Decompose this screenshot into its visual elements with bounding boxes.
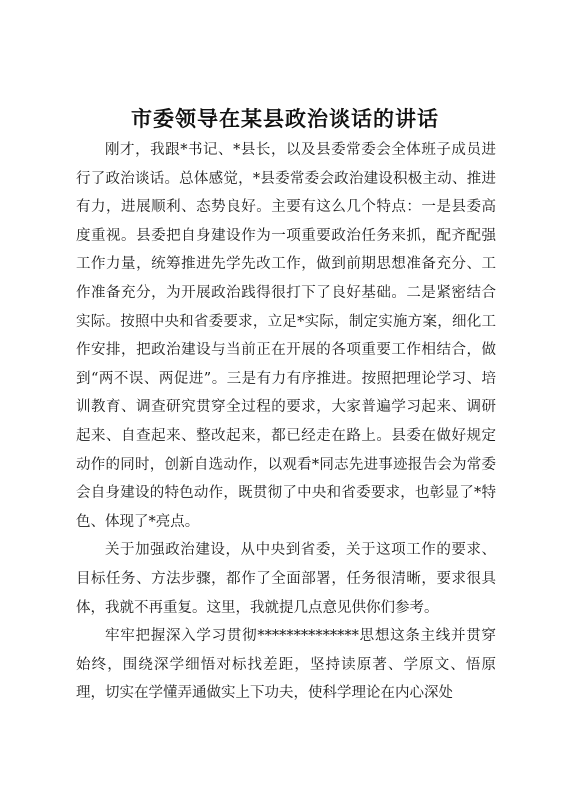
document-title: 市委领导在某县政治谈话的讲话 xyxy=(131,107,439,131)
paragraph-1: 刚才，我跟*书记、*县长，以及县委常委会全体班子成员进行了政治谈话。总体感觉，*县委常委会政治建设积极主动、推进有力，进展顺利、态势良好。主要有这么几个特点：一是县委高度重视。县委把自身建设作为一项重要政治任务来抓，配齐配强工作力量，统筹推进先学先改工作，做到前期思想准备充分、工作准备充分，为开展政治践得很打下了良好基础。二是紧密结合实际。按照中央和省委要求，立足*实际，制定实施方案，细化工作安排，把政治建设与当前正在开展的各项重要工作相结合，做到“两不误、两促进”。三是有力有序推进。按照把理论学习、培训教育、调查研究贯穿全过程的要求，大家普遍学习起来、调研起来、自查起来、整改起来，都已经走在路上。县委在做好规定动作的同时，创新自选动作，以观看*同志先进事迹报告会为常委会自身建设的特色动作，既贯彻了中央和省委要求，也彰显了*特色、体现了*亮点。 xyxy=(76,142,496,530)
paragraph-3: 牢牢把握深入学习贯彻**************思想这条主线并贯穿始终，围绕深学细悟对标找差距，坚持读原著、学原文、悟原理，切实在学懂弄通做实上下功夫，使科学理论在内心深处 xyxy=(76,628,496,702)
paragraph-2: 关于加强政治建设，从中央到省委，关于这项工作的要求、目标任务、方法步骤，都作了全面部署，任务很清晰，要求很具体，我就不再重复。这里，我就提几点意见供你们参考。 xyxy=(76,542,496,616)
document-body xyxy=(76,136,496,708)
